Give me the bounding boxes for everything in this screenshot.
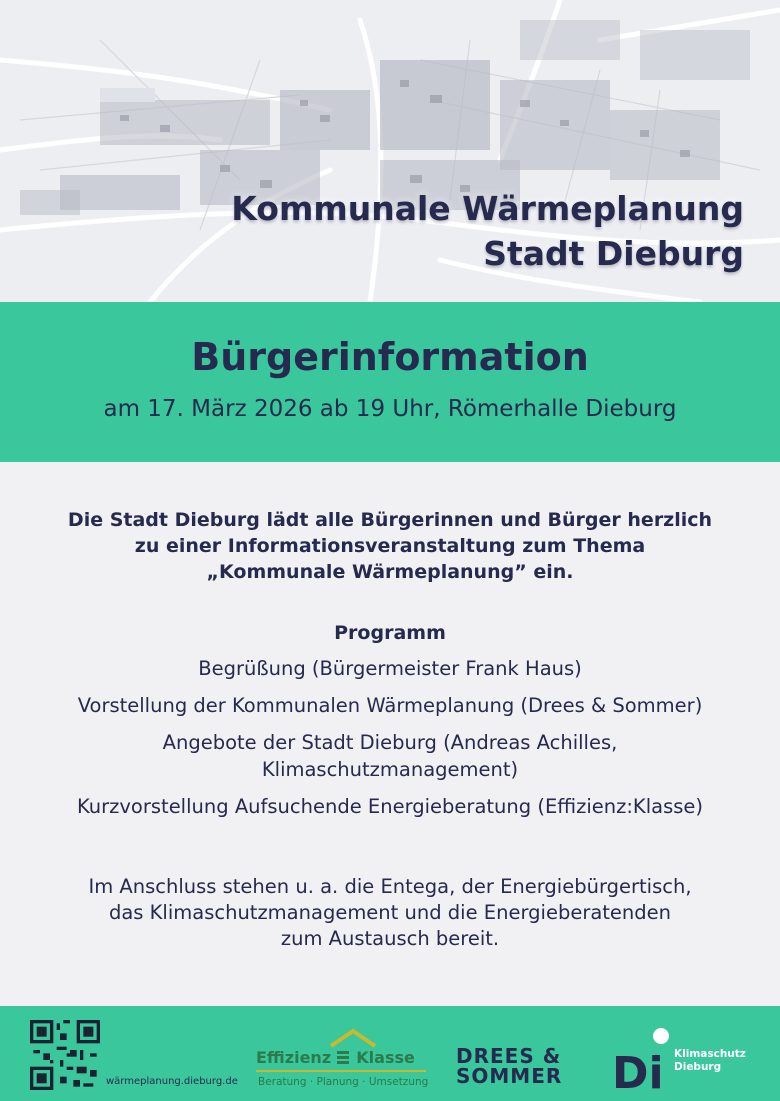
closing-line: Im Anschluss stehen u. a. die Entega, der Energiebürgertisch, <box>88 875 692 898</box>
program-item: Kurzvorstellung Aufsuchende Energieberatung (Effizienz:Klasse) <box>76 795 704 818</box>
website-url[interactable]: wärmeplanung.dieburg.de <box>106 1076 238 1087</box>
hero-title-line1: Kommunale Wärmeplanung <box>231 189 744 228</box>
equals-mark-icon <box>337 1049 351 1068</box>
main-content <box>0 462 780 1006</box>
klimaschutz-line1: Klimaschutz <box>674 1048 746 1060</box>
qr-code-icon[interactable] <box>30 1020 100 1090</box>
drees-sommer-line1: DREES & <box>456 1044 562 1068</box>
effizienz-word: Effizienz <box>256 1048 332 1067</box>
program-item: Vorstellung der Kommunalen Wärmeplanung (Drees & Sommer) <box>77 694 703 717</box>
klimaschutz-dieburg-logo <box>612 1026 762 1096</box>
program-item: Begrüßung (Bürgermeister Frank Haus) <box>198 657 582 680</box>
program-item: Angebote der Stadt Dieburg (Andreas Achilles, <box>162 731 618 754</box>
house-roof-icon <box>328 1028 378 1048</box>
closing-line: zum Austausch bereit. <box>280 927 500 950</box>
effizienz-underline <box>256 1070 426 1072</box>
program-list <box>20 655 760 830</box>
klasse-word: Klasse <box>356 1048 415 1067</box>
closing-line: das Klimaschutzmanagement und die Energieberatenden <box>108 901 672 924</box>
drees-sommer-line2: SOMMER <box>456 1064 563 1088</box>
closing-text <box>30 874 750 952</box>
invitation-line: Die Stadt Dieburg lädt alle Bürgerinnen und Bürger herzlich <box>67 509 713 531</box>
hero-title-line2: Stadt Dieburg <box>483 234 744 273</box>
drees-sommer-logo <box>456 1046 562 1086</box>
hero-map-banner <box>0 0 780 302</box>
event-banner <box>0 302 780 462</box>
klimaschutz-text <box>674 1048 746 1074</box>
event-date-location: am 17. März 2026 ab 19 Uhr, Römerhalle Dieburg <box>103 396 677 422</box>
footer-bar <box>0 1006 780 1101</box>
invitation-text <box>40 507 740 585</box>
program-item: Klimaschutzmanagement) <box>261 758 519 781</box>
hero-title <box>231 186 744 276</box>
effizienz-tagline: Beratung · Planung · Umsetzung <box>258 1076 429 1088</box>
klimaschutz-line2: Dieburg <box>674 1061 722 1073</box>
klimaschutz-mark-text: Di <box>612 1048 664 1092</box>
invitation-line: zu einer Informationsveranstaltung zum Thema <box>134 535 646 557</box>
klimaschutz-di-mark-icon <box>612 1026 676 1092</box>
invitation-line: „Kommunale Wärmeplanung” ein. <box>206 561 574 583</box>
event-heading: Bürgerinformation <box>191 335 589 379</box>
effizienz-klasse-logo <box>256 1028 431 1094</box>
effizienz-klasse-name <box>256 1048 415 1068</box>
program-heading: Programm <box>334 622 446 644</box>
